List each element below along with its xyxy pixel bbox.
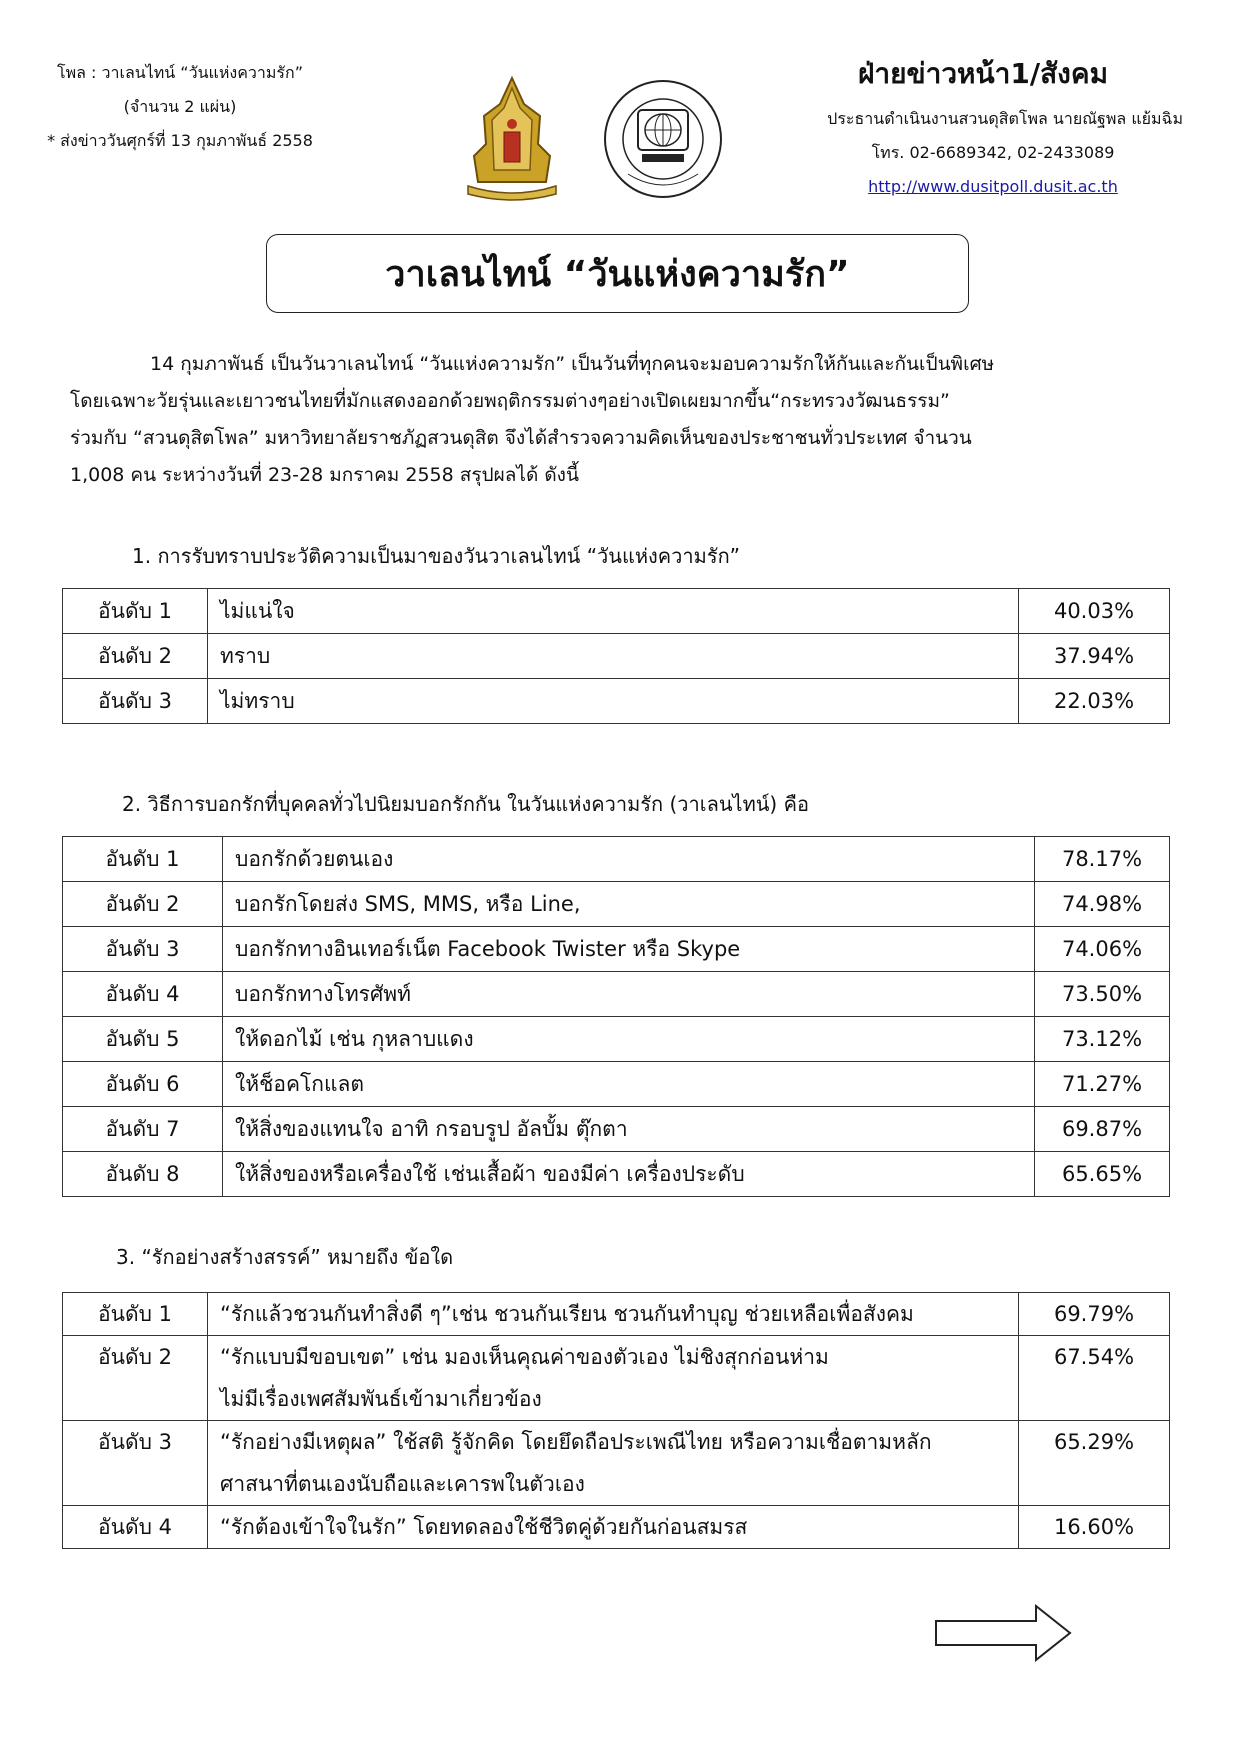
header-left	[20, 56, 340, 158]
table-body	[63, 589, 1170, 724]
percent-cell: 78.17%	[1035, 837, 1170, 882]
answer-line: ไม่แน่ใจ	[220, 599, 295, 623]
answer-cell	[223, 927, 1035, 972]
answer-line: บอกรักทางโทรศัพท์	[235, 982, 411, 1006]
percent-cell: 65.29%	[1019, 1421, 1170, 1506]
website-link[interactable]: http://www.dusitpoll.dusit.ac.th	[868, 177, 1118, 196]
send-date: * ส่งข่าววันศุกร์ที่ 13 กุมภาพันธ์ 2558	[47, 131, 313, 150]
percent-cell: 71.27%	[1035, 1062, 1170, 1107]
table-row	[63, 837, 1170, 882]
answer-cell	[223, 837, 1035, 882]
answer-cell	[208, 1336, 1019, 1421]
answer-line: “รักแล้วชวนกันทำสิ่งดี ๆ”เช่น ชวนกันเรียน ชวนกันทำบุญ ช่วยเหลือเพื่อสังคม	[220, 1302, 914, 1326]
answer-cell	[208, 679, 1019, 724]
table-row	[63, 1421, 1170, 1506]
rank-cell: อันดับ 1	[63, 589, 208, 634]
rank-cell: อันดับ 2	[63, 634, 208, 679]
table-row	[63, 882, 1170, 927]
percent-cell: 22.03%	[1019, 679, 1170, 724]
rank-cell: อันดับ 3	[63, 1421, 208, 1506]
answer-cell	[223, 1017, 1035, 1062]
intro-line: 1,008 คน ระหว่างวันที่ 23-28 มกราคม 2558 สรุปผลได้ ดังนี้	[70, 464, 579, 486]
chairman-line: ประธานดำเนินงานสวนดุสิตโพล นายณัฐพล แย้มฉิม	[827, 109, 1183, 128]
intro-paragraph	[70, 346, 1190, 494]
answer-line: ให้สิ่งของแทนใจ อาทิ กรอบรูป อัลบั้ม ตุ๊กตา	[235, 1117, 628, 1141]
table-row	[63, 589, 1170, 634]
percent-cell: 69.79%	[1019, 1293, 1170, 1336]
percent-cell: 67.54%	[1019, 1336, 1170, 1421]
answer-line: ไม่มีเรื่องเพศสัมพันธ์เข้ามาเกี่ยวข้อง	[220, 1387, 542, 1411]
question-3: 3. “รักอย่างสร้างสรรค์” หมายถึง ข้อใด	[116, 1245, 454, 1269]
intro-line: โดยเฉพาะวัยรุ่นและเยาวชนไทยที่มักแสดงออกด้วยพฤติกรรมต่างๆอย่างเปิดเผยมากขึ้น“กระทรวงวัฒนธรรม”	[70, 390, 950, 412]
rank-cell: อันดับ 2	[63, 882, 223, 927]
rank-cell: อันดับ 6	[63, 1062, 223, 1107]
table-1	[62, 588, 1170, 724]
answer-cell	[223, 1152, 1035, 1197]
table-body	[63, 837, 1170, 1197]
table-row	[63, 1506, 1170, 1549]
rank-cell: อันดับ 3	[63, 679, 208, 724]
answer-line: “รักต้องเข้าใจในรัก” โดยทดลองใช้ชีวิตคู่ด้วยกันก่อนสมรส	[220, 1515, 748, 1539]
answer-line: บอกรักทางอินเทอร์เน็ต Facebook Twister หรือ Skype	[235, 937, 741, 961]
percent-cell: 69.87%	[1035, 1107, 1170, 1152]
table-row	[63, 927, 1170, 972]
answer-line: ให้ช็อคโกแลต	[235, 1072, 365, 1096]
percent-cell: 74.98%	[1035, 882, 1170, 927]
answer-line: ให้สิ่งของหรือเครื่องใช้ เช่นเสื้อผ้า ของมีค่า เครื่องประดับ	[235, 1162, 745, 1186]
table-row	[63, 972, 1170, 1017]
rank-cell: อันดับ 4	[63, 1506, 208, 1549]
website-wrap	[803, 170, 1183, 204]
answer-cell	[208, 634, 1019, 679]
next-page-arrow-icon	[934, 1604, 1074, 1662]
percent-cell: 40.03%	[1019, 589, 1170, 634]
rank-cell: อันดับ 4	[63, 972, 223, 1017]
answer-cell	[223, 882, 1035, 927]
table-2	[62, 836, 1170, 1197]
question-1: 1. การรับทราบประวัติความเป็นมาของวันวาเลนไทน์ “วันแห่งความรัก”	[132, 544, 741, 568]
answer-cell	[208, 1421, 1019, 1506]
rank-cell: อันดับ 5	[63, 1017, 223, 1062]
phone-line: โทร. 02-6689342, 02-2433089	[871, 143, 1115, 162]
department-title: ฝ่ายข่าวหน้า1/สังคม	[857, 57, 1109, 90]
ministry-emblem-icon	[462, 74, 562, 202]
answer-line: ไม่ทราบ	[220, 689, 295, 713]
table-row	[63, 634, 1170, 679]
rank-cell: อันดับ 8	[63, 1152, 223, 1197]
rank-cell: อันดับ 3	[63, 927, 223, 972]
question-2: 2. วิธีการบอกรักที่บุคคลทั่วไปนิยมบอกรักกัน ในวันแห่งความรัก (วาเลนไทน์) คือ	[122, 792, 809, 816]
percent-cell: 74.06%	[1035, 927, 1170, 972]
table-row	[63, 1017, 1170, 1062]
table-body	[63, 1293, 1170, 1549]
page-title: วาเลนไทน์ “วันแห่งความรัก”	[266, 234, 969, 313]
table-row	[63, 679, 1170, 724]
table-3	[62, 1292, 1170, 1549]
table-row	[63, 1336, 1170, 1421]
university-seal-icon	[598, 74, 728, 204]
rank-cell: อันดับ 2	[63, 1336, 208, 1421]
answer-line: “รักอย่างมีเหตุผล” ใช้สติ รู้จักคิด โดยยึดถือประเพณีไทย หรือความเชื่อตามหลัก	[220, 1430, 932, 1454]
table-row	[63, 1062, 1170, 1107]
percent-cell: 65.65%	[1035, 1152, 1170, 1197]
answer-line: บอกรักโดยส่ง SMS, MMS, หรือ Line,	[235, 892, 581, 916]
answer-cell	[223, 1062, 1035, 1107]
answer-cell	[208, 1506, 1019, 1549]
rank-cell: อันดับ 1	[63, 837, 223, 882]
rank-cell: อันดับ 7	[63, 1107, 223, 1152]
table-row	[63, 1107, 1170, 1152]
answer-cell	[208, 1293, 1019, 1336]
answer-line: บอกรักด้วยตนเอง	[235, 847, 394, 871]
rank-cell: อันดับ 1	[63, 1293, 208, 1336]
poll-name: โพล : วาเลนไทน์ “วันแห่งความรัก”	[57, 63, 303, 82]
percent-cell: 73.50%	[1035, 972, 1170, 1017]
table-row	[63, 1152, 1170, 1197]
header-right	[723, 52, 1183, 204]
answer-line: “รักแบบมีขอบเขต” เช่น มองเห็นคุณค่าของตัวเอง ไม่ชิงสุกก่อนห่าม	[220, 1345, 829, 1369]
percent-cell: 16.60%	[1019, 1506, 1170, 1549]
answer-cell	[223, 1107, 1035, 1152]
answer-line: ทราบ	[220, 644, 271, 668]
percent-cell: 37.94%	[1019, 634, 1170, 679]
intro-line: 14 กุมภาพันธ์ เป็นวันวาเลนไทน์ “วันแห่งความรัก” เป็นวันที่ทุกคนจะมอบความรักให้กันและกันเป็นพิเศษ	[150, 353, 995, 375]
page-count: (จำนวน 2 แผ่น)	[123, 97, 237, 116]
table-row	[63, 1293, 1170, 1336]
answer-line: ศาสนาที่ตนเองนับถือและเคารพในตัวเอง	[220, 1472, 585, 1496]
answer-line: ให้ดอกไม้ เช่น กุหลาบแดง	[235, 1027, 474, 1051]
answer-cell	[223, 972, 1035, 1017]
intro-line: ร่วมกับ “สวนดุสิตโพล” มหาวิทยาลัยราชภัฏสวนดุสิต จึงได้สำรวจความคิดเห็นของประชาชนทั่วประเทศ จำนวน	[70, 427, 972, 449]
answer-cell	[208, 589, 1019, 634]
percent-cell: 73.12%	[1035, 1017, 1170, 1062]
